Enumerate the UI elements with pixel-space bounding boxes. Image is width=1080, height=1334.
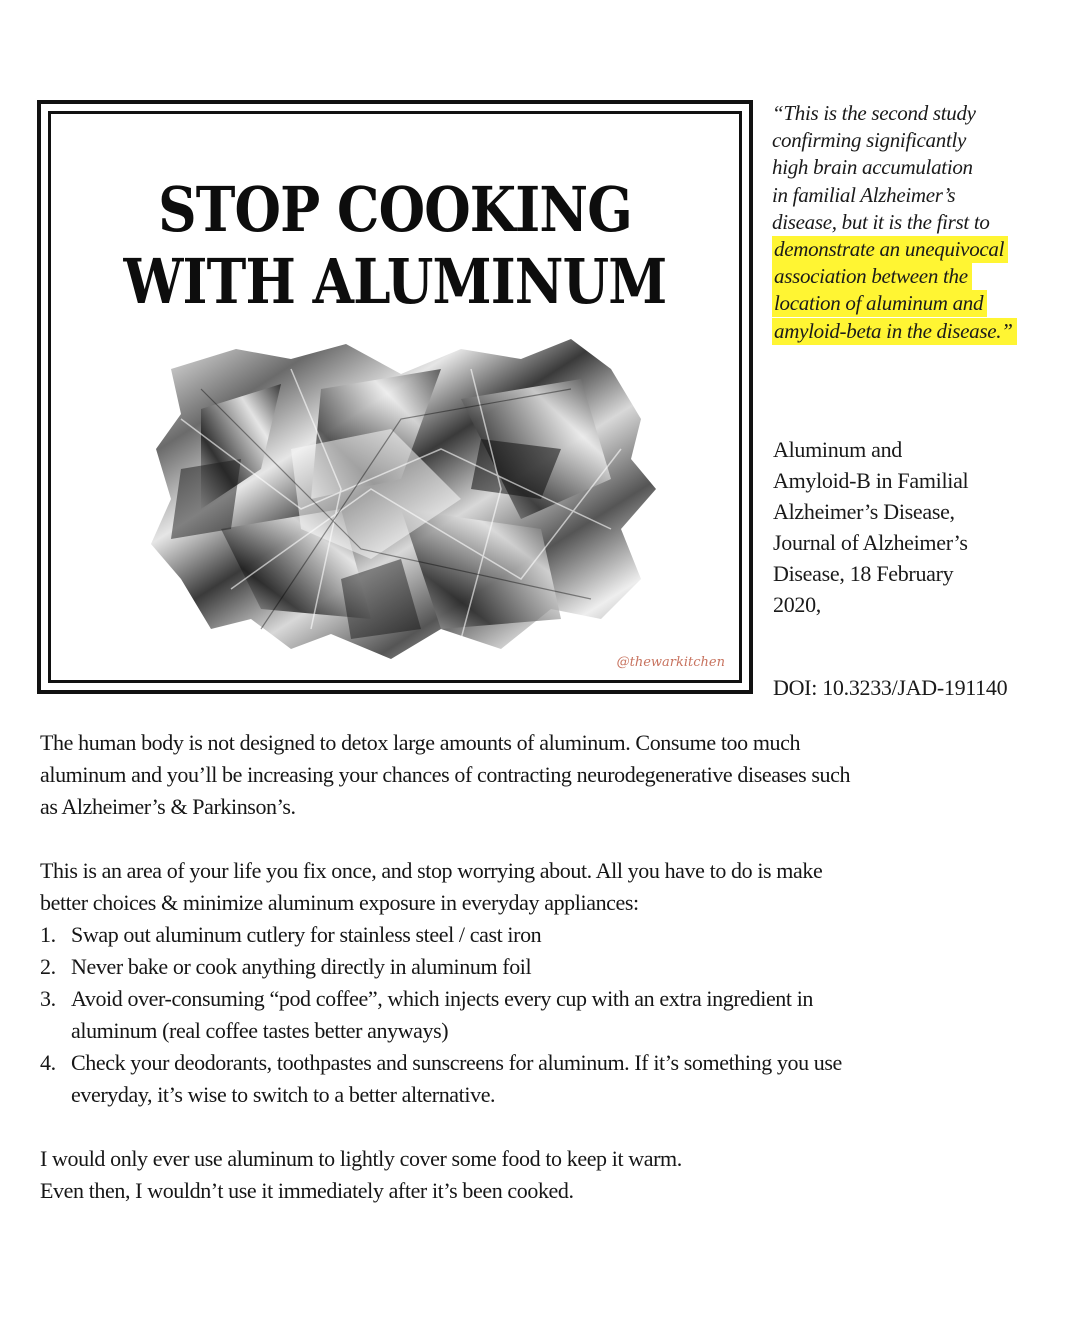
citation-line: Alzheimer’s Disease,: [773, 499, 955, 524]
article-body: [40, 727, 1050, 1207]
list-number: 3.: [40, 986, 56, 1011]
paragraph-1-line: The human body is not designed to detox large amounts of aluminum. Consume too much: [40, 730, 801, 755]
quote-line: in familial Alzheimer’s: [772, 182, 956, 207]
citation-line: Journal of Alzheimer’s: [773, 530, 968, 555]
highlighted-quote-line: association between the: [772, 263, 972, 290]
quote-line: “This is the second study: [772, 101, 976, 125]
citation-line: 2020,: [773, 592, 822, 617]
watermark-handle: @thewarkitchen: [616, 655, 725, 670]
poster-title-line-1: STOP COOKING: [158, 173, 632, 246]
list-number: 4.: [40, 1050, 56, 1075]
list-item-text: Check your deodorants, toothpastes and sunscreens for aluminum. If it’s something you use: [71, 1050, 842, 1075]
list-item-4-continued: everyday, it’s wise to switch to a better alternative.: [71, 1082, 496, 1107]
paragraph-1-line: aluminum and you’ll be increasing your chances of contracting neurodegenerative diseases such: [40, 762, 851, 787]
list-item-text: Swap out aluminum cutlery for stainless steel / cast iron: [71, 922, 542, 947]
list-item-text: Never bake or cook anything directly in aluminum foil: [71, 954, 532, 979]
quote-line: disease, but it is the first to: [772, 209, 990, 234]
paragraph-2-line: This is an area of your life you fix once, and stop worrying about. All you have to do is make: [40, 858, 823, 883]
highlighted-quote-line: demonstrate an unequivocal: [772, 236, 1008, 263]
paragraph-3-line: Even then, I wouldn’t use it immediately after it’s been cooked.: [40, 1178, 574, 1203]
citation-line: Disease, 18 February: [773, 561, 954, 586]
poster-title-line-2: WITH ALUMINUM: [123, 245, 667, 318]
list-item-1: [40, 919, 1050, 951]
paragraph-spacer: [40, 1111, 1050, 1143]
paragraph-3-line: I would only ever use aluminum to lightly cover some food to keep it warm.: [40, 1146, 682, 1171]
poster-inner-frame: [48, 111, 742, 683]
highlighted-quote-line: location of aluminum and: [772, 290, 987, 317]
citation-line: Aluminum and: [773, 437, 903, 462]
citation-line: Amyloid-B in Familial: [773, 468, 969, 493]
list-number: 1.: [40, 922, 56, 947]
list-item-3: [40, 983, 1050, 1015]
paragraph-2-line: better choices & minimize aluminum exposure in everyday appliances:: [40, 890, 639, 915]
citation-doi: DOI: 10.3233/JAD-191140: [773, 675, 1008, 700]
paragraph-1-line: as Alzheimer’s & Parkinson’s.: [40, 794, 296, 819]
list-number: 2.: [40, 954, 56, 979]
paragraph-spacer: [40, 823, 1050, 855]
list-item-text: Avoid over-consuming “pod coffee”, which injects every cup with an extra ingredient in: [71, 986, 814, 1011]
highlighted-quote-line: amyloid-beta in the disease.”: [772, 318, 1017, 345]
study-quote: [772, 100, 1062, 345]
aluminum-foil-image: [141, 329, 671, 669]
list-item-2: [40, 951, 1050, 983]
quote-line: confirming significantly: [772, 128, 967, 153]
quote-line: high brain accumulation: [772, 155, 973, 180]
poster-frame: [37, 100, 753, 694]
poster-title: [99, 174, 691, 318]
list-item-4: [40, 1047, 1050, 1079]
list-item-3-continued: aluminum (real coffee tastes better anyways): [71, 1018, 449, 1043]
study-citation: [773, 434, 1063, 620]
